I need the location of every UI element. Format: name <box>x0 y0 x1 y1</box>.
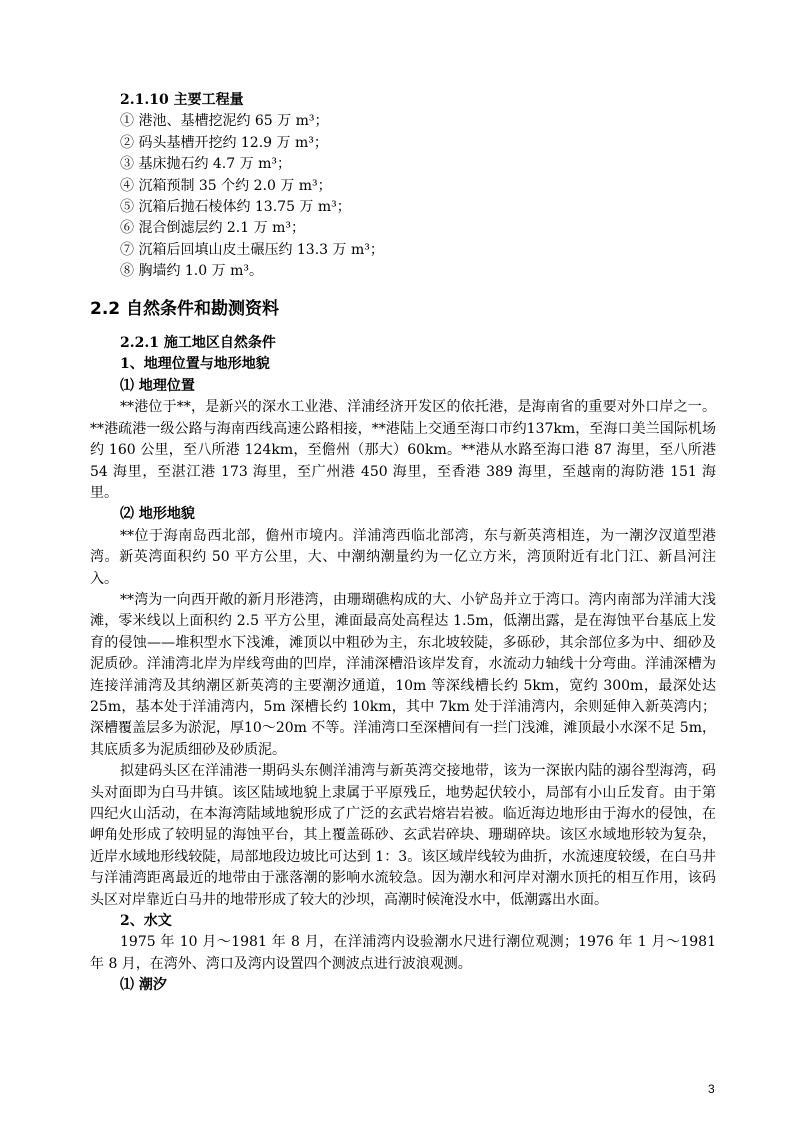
list-item: ① 港池、基槽挖泥约 65 万 m³； <box>120 113 329 130</box>
subsection-heading-2-2-1: 2.2.1 施工地区自然条件 <box>120 335 276 352</box>
heading-geography-terrain: 1、地理位置与地形地貌 <box>120 356 270 373</box>
section-heading-2-1-10: 2.1.10 主要工程量 <box>120 92 244 108</box>
paragraph-terrain-2: **湾为一向西开敞的新月形港湾，由珊瑚礁构成的大、小铲岛并立于湾口。湾内南部为洋浦大浅滩，零米线以上面积约 2.5 平方公里，滩面最高处高程达 1.5m，低潮出露，是在海蚀平台基底上发育的侵蚀——堆积型水下浅滩，滩顶以中粗砂为主，东北坡较陡，多砾砂，其余部位多为中、细砂及泥质砂。洋浦湾北岸为岸线弯曲的凹岸，洋浦深槽沿该岸发育，水流动力轴线十分弯曲。洋浦深槽为连接洋浦湾及其纳潮区新英湾的主要潮汐通道，10m 等深线槽长约 5km，宽约 300m，最深处达 25m，基本处于洋浦湾内，5m 深槽长约 10km，其中 7km 处于洋浦湾内，余则延伸入新英湾内；深槽覆盖层多为淤泥，厚10～20m 不等。洋浦湾口至深槽间有一拦门浅滩，滩顶最小水深不足 5m，其底质多为泥质细砂及砂质泥。 <box>90 591 716 758</box>
document-body <box>90 90 716 997</box>
heading-location: ⑴ 地理位置 <box>120 377 195 394</box>
list-item: ⑥ 混合倒滤层约 2.1 万 m³； <box>120 220 305 237</box>
list-item: ③ 基床抛石约 4.7 万 m³； <box>120 156 291 173</box>
list-item: ② 码头基槽开挖约 12.9 万 m³； <box>120 134 328 151</box>
paragraph-terrain-1: **位于海南岛西北部，儋州市境内。洋浦湾西临北部湾，东与新英湾相连，为一潮汐汊道型港湾。新英湾面积约 50 平方公里，大、中潮纳潮量约为一亿立方米，湾顶附近有北门江、新昌河注入。 <box>90 527 716 587</box>
list-item: ⑤ 沉箱后抛石棱体约 13.75 万 m³； <box>120 199 351 216</box>
heading-terrain: ⑵ 地形地貌 <box>120 506 195 523</box>
paragraph-hydrology: 1975 年 10 月～1981 年 8 月，在洋浦湾内设验潮水尺进行潮位观测；1976 年 1 月～1981 年 8 月，在湾外、湾口及湾内设置四个测波点进行波浪观测。 <box>90 934 716 972</box>
heading-tide: ⑴ 潮汐 <box>120 977 167 994</box>
heading-hydrology: 2、水文 <box>120 913 172 930</box>
section-heading-2-2: 2.2 自然条件和勘测资料 <box>90 298 280 319</box>
paragraph-location: **港位于**，是新兴的深水工业港、洋浦经济开发区的依托港，是海南省的重要对外口岸之一。**港疏港一级公路与海南西线高速公路相接，**港陆上交通至海口市约137km，至海口美兰国际机场约 160 公里，至八所港 124km，至儋州（那大）60km。**港从水路至海口港 87 海里，至八所港 54 海里，至湛江港 173 海里，至广州港 450 海里，至香港 389 海里，至越南的海防港 151 海里。 <box>90 399 716 501</box>
list-item: ⑦ 沉箱后回填山皮土碾压约 13.3 万 m³； <box>120 241 384 258</box>
list-item: ⑧ 胸墙约 1.0 万 m³。 <box>120 263 263 280</box>
list-item: ④ 沉箱预制 35 个约 2.0 万 m³； <box>120 177 332 194</box>
paragraph-terrain-3: 拟建码头区在洋浦港一期码头东侧洋浦湾与新英湾交接地带，该为一深嵌内陆的溺谷型海湾，码头对面即为白马井镇。该区陆域地貌上隶属于平原残丘，地势起伏较小，局部有小山丘发育。由于第四纪火山活动，在本海湾陆域地貌形成了广泛的玄武岩熔岩岩被。临近海边地形由于海水的侵蚀，在岬角处形成了较明显的海蚀平台，其上覆盖砾砂、玄武岩碎块、珊瑚碎块。该区水域地形较为复杂，近岸水域地形线较陡，局部地段边坡比可达到 1：3。该区域岸线较为曲折，水流速度较缓，在白马井与洋浦湾距离最近的地带由于涨落潮的影响水流较急。因为潮水和河岸对潮水顶托的相互作用，该码头区对岸靠近白马井的地带形成了较大的沙坝，高潮时候淹没水中，低潮露出水面。 <box>90 763 716 908</box>
page-number: 3 <box>708 1082 715 1096</box>
